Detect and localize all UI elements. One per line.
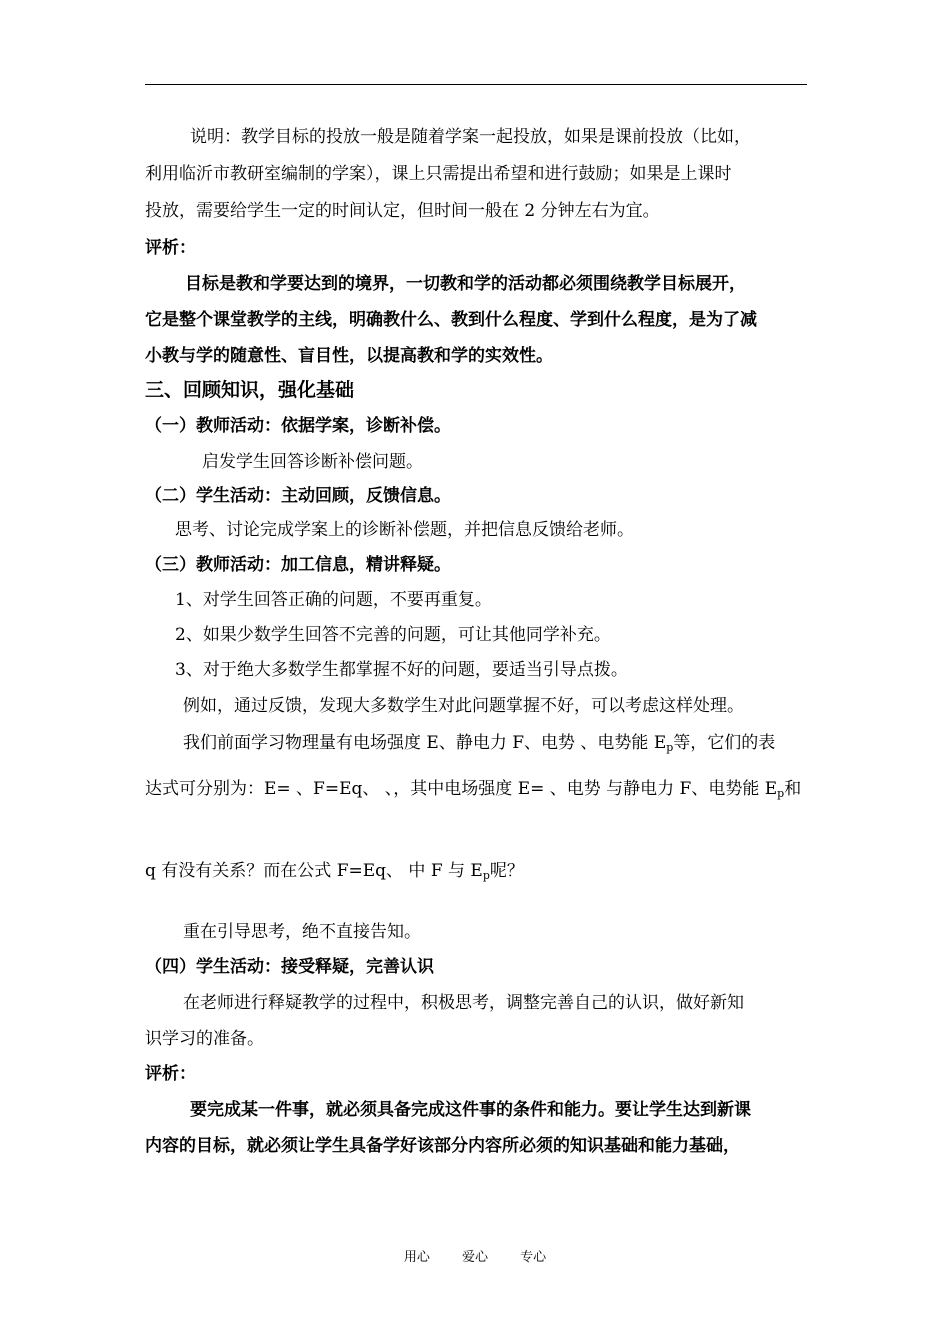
- physics-para-3a: q 有没有关系？而在公式 F=Eq、 中 F 与 E: [145, 861, 483, 881]
- subscript-p: p: [482, 869, 490, 882]
- part3-item-3: 3、对于绝大多数学生都掌握不好的问题，要适当引导点拨。: [175, 660, 628, 680]
- eval2-line-2: 内容的目标，就必须让学生具备学好该部分内容所必须的知识基础和能力基础，: [145, 1136, 740, 1156]
- guide-text: 重在引导思考，绝不直接告知。: [183, 922, 421, 942]
- physics-para-2b: 和: [784, 779, 802, 799]
- eval-heading: 评析：: [145, 238, 196, 258]
- eval-line-3: 小教与学的随意性、盲目性，以提高教和学的实效性。: [145, 346, 553, 366]
- physics-para-line-3: [145, 859, 524, 888]
- eval2-line-1: 要完成某一件事，就必须具备完成这件事的条件和能力。要让学生达到新课: [190, 1100, 751, 1120]
- eval-line-2: 它是整个课堂教学的主线，明确教什么、教到什么程度、学到什么程度，是为了减: [145, 310, 757, 330]
- note-line-2: 利用临沂市教研室编制的学案），课上只需提出希望和进行鼓励；如果是上课时: [145, 164, 732, 184]
- header-rule: [145, 84, 807, 85]
- example-text: 例如，通过反馈，发现大多数学生对此问题掌握不好，可以考虑这样处理。: [183, 696, 744, 716]
- part1-heading: （一）教师活动：依据学案，诊断补偿。: [145, 416, 451, 436]
- eval2-heading: 评析：: [145, 1064, 196, 1084]
- physics-para-line-1: [183, 731, 775, 760]
- footer-word-2: 爱心: [461, 1250, 488, 1265]
- part4-line-2: 识学习的准备。: [145, 1029, 264, 1049]
- subscript-p: p: [777, 787, 785, 800]
- part1-text: 启发学生回答诊断补偿问题。: [202, 452, 423, 472]
- section-title: 三、回顾知识，强化基础: [145, 379, 355, 401]
- part2-text: 思考、讨论完成学案上的诊断补偿题，并把信息反馈给老师。: [175, 520, 634, 540]
- subscript-p: p: [666, 741, 674, 754]
- footer-word-3: 专心: [520, 1250, 547, 1265]
- part4-heading: （四）学生活动：接受释疑，完善认识: [145, 957, 434, 977]
- eval-line-1: 目标是教和学要达到的境界，一切教和学的活动都必须围绕教学目标展开，: [185, 274, 746, 294]
- note-line-1: 说明：教学目标的投放一般是随着学案一起投放，如果是课前投放（比如，: [190, 127, 751, 147]
- part2-heading: （二）学生活动：主动回顾，反馈信息。: [145, 486, 451, 506]
- footer-word-1: 用心: [403, 1250, 430, 1265]
- part3-item-1: 1、对学生回答正确的问题，不要再重复。: [175, 590, 492, 610]
- physics-para-2a: 达式可分别为：E= 、F=Eq、 、，其中电场强度 E= 、电势 与静电力 F、电势能 E: [145, 779, 778, 799]
- page-footer: [0, 1250, 950, 1266]
- physics-para-1a: 我们前面学习物理量有电场强度 E、静电力 F、电势 、电势能 E: [183, 733, 667, 753]
- physics-para-line-2: [145, 777, 801, 806]
- note-line-3: 投放，需要给学生一定的时间认定，但时间一般在 2 分钟左右为宜。: [145, 201, 660, 221]
- part3-item-2: 2、如果少数学生回答不完善的问题，可让其他同学补充。: [175, 625, 611, 645]
- physics-para-1b: 等，它们的表: [673, 733, 776, 753]
- physics-para-3b: 呢？: [489, 861, 524, 881]
- part4-line-1: 在老师进行释疑教学的过程中，积极思考，调整完善自己的认识，做好新知: [183, 993, 744, 1013]
- part3-heading: （三）教师活动：加工信息，精讲释疑。: [145, 555, 451, 575]
